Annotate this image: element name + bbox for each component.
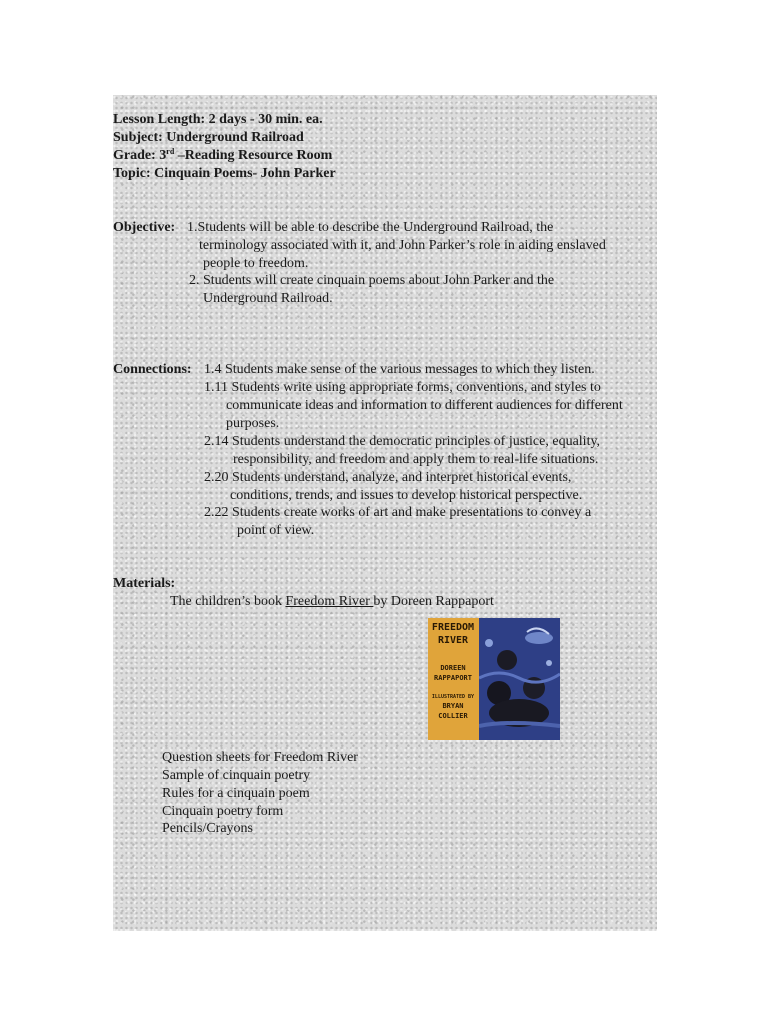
connections-label: Connections:: [113, 362, 192, 377]
connection-line: 2.20 Students understand, analyze, and interpret historical events,: [204, 470, 572, 485]
cover-illustration-art: [479, 618, 560, 740]
connection-line: purposes.: [226, 416, 280, 431]
connection-line: 1.11 Students write using appropriate forms, conventions, and styles to: [204, 380, 601, 395]
objective-line: people to freedom.: [203, 256, 309, 271]
connection-line: conditions, trends, and issues to develop historical perspective.: [230, 488, 583, 503]
connection-line: 2.22 Students create works of art and make presentations to convey a: [204, 505, 592, 520]
objective-line: terminology associated with it, and John Parker’s role in aiding enslaved: [199, 238, 606, 253]
cover-illustrator: COLLIER: [438, 712, 468, 720]
cover-title: FREEDOM: [431, 622, 475, 633]
grade: Grade: 3rd –Reading Resource Room: [113, 147, 333, 163]
connection-line: point of view.: [237, 523, 315, 538]
materials-item: Cinquain poetry form: [162, 804, 284, 819]
cover-title: RIVER: [437, 635, 469, 646]
book-title: Freedom River: [285, 594, 374, 609]
objective-line: 1.Students will be able to describe the Underground Railroad, the: [187, 220, 554, 235]
book-cover-illustration: [479, 618, 560, 740]
objective-line: Underground Railroad.: [203, 291, 333, 306]
materials-label: Materials:: [113, 576, 176, 591]
book-cover-image: [428, 618, 560, 740]
connection-line: 2.14 Students understand the democratic principles of justice, equality,: [204, 434, 601, 449]
topic: Topic: Cinquain Poems- John Parker: [113, 166, 336, 181]
objective-label: Objective:: [113, 220, 176, 235]
connection-line: communicate ideas and information to different audiences for different: [226, 398, 623, 413]
book-reference: The children’s book Freedom River by Doreen Rappaport: [170, 594, 494, 609]
materials-item: Rules for a cinquain poem: [162, 786, 310, 801]
materials-item: Question sheets for Freedom River: [162, 750, 358, 765]
connection-line: 1.4 Students make sense of the various messages to which they listen.: [204, 362, 595, 377]
subject: Subject: Underground Railroad: [113, 130, 304, 145]
book-cover-spine-panel: [428, 618, 481, 740]
materials-item: Pencils/Crayons: [162, 821, 253, 836]
connection-line: responsibility, and freedom and apply them to real-life situations.: [233, 452, 599, 467]
cover-author: DOREEN: [440, 664, 466, 672]
cover-illustrator: BRYAN: [442, 702, 464, 710]
materials-item: Sample of cinquain poetry: [162, 768, 311, 783]
cover-author: RAPPAPORT: [434, 674, 472, 682]
objective-line: 2. Students will create cinquain poems about John Parker and the: [189, 273, 555, 288]
lesson-length: Lesson Length: 2 days - 30 min. ea.: [113, 112, 323, 127]
cover-illustrated-by: ILLUSTRATED BY: [431, 694, 475, 700]
